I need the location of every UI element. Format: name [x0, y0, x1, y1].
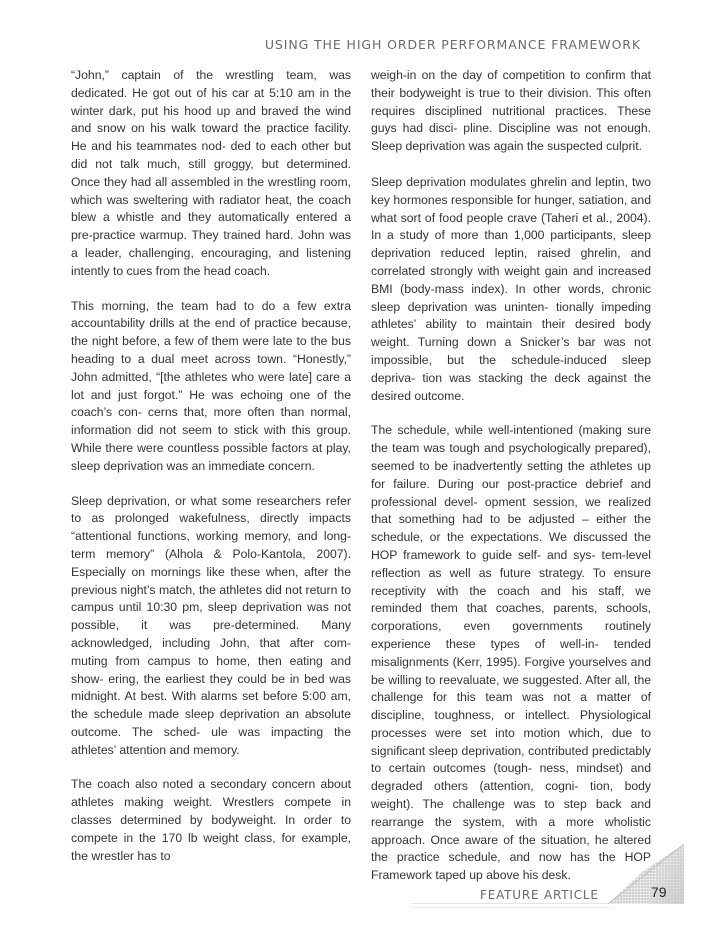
right-column — [371, 67, 651, 902]
paragraph: The coach also noted a secondary concern about athletes making weight. Wrestlers compete in classes determined by bodyweight. In order to compete in the 170 lb weight class, for example, the wrestler has to — [71, 777, 351, 863]
paragraph: The schedule, while well-intentioned (making sure the team was tough and psychologically prepared), seemed to be inadvertently setting the athletes up for failure. During our post-practice debrief and professional devel- opment session, we realized that something had to be adjusted – either the schedule, or the expectations. We discussed the HOP framework to guide self- and sys- tem-level reflection as well as future strategy. To ensure receptivity with the coach and his staff, we reminded them that coaches, parents, schools, corporations, even governments routinely experience these types of well-in- tended misalignments (Kerr, 1995). Forgive yourselves and be willing to reevaluate, we suggested. After all, the challenge for this team was not a matter of discipline, toughness, or intellect. Physiological processes were set into motion which, due to significant sleep deprivation, contributed predictably to certain outcomes (tough- ness, mindset) and degraded others (attention, cogni- tion, body weight). The challenge was to step back and rearrange the system, with a more wholistic approach. Once aware of the situation, he altered the practice schedule, and now has the HOP Framework taped up above his desk. — [371, 423, 651, 883]
footer-rule — [412, 903, 612, 904]
paragraph: “John,” captain of the wrestling team, was dedicated. He got out of his car at 5:10 am in the winter dark, put his hood up and braved the wind and snow on his walk toward the practice facility. He and his teammates nod- ded to each other but did not talk much, still groggy, but determined. Once they had all assembled in the wrestling room, which was sweltering with radiator heat, the coach blew a whistle and they automatically entered a pre-practice warmup. They trained hard. John was a leader, challenging, encouraging, and listening intently to cues from the head coach. — [71, 68, 351, 278]
left-column — [71, 67, 351, 882]
page-number: 79 — [651, 884, 667, 900]
paragraph: Sleep deprivation modulates ghrelin and leptin, two key hormones responsible for hunger, satiation, and what sort of food people crave (Taheri et al., 2004). In a study of more than 1,000 participants, sleep deprivation reduced leptin, raised ghrelin, and correlated strongly with weight gain and increased BMI (body-mass index). In other words, chronic sleep deprivation was uninten- tionally impeding athletes’ ability to maintain their desired body weight. Turning down a Snicker’s bar was not impossible, but the schedule-induced sleep depriva- tion was stacking the deck against the desired outcome. — [371, 174, 651, 403]
running-head-title: USING THE HIGH ORDER PERFORMANCE FRAMEWORK — [264, 37, 641, 52]
page-curl-graphic — [606, 842, 686, 908]
footer-section-label: FEATURE ARTICLE — [480, 888, 599, 902]
paragraph: Sleep deprivation, or what some researchers refer to as prolonged wakefulness, directly impacts “attentional functions, working memory, and long-term memory” (Alhola & Polo-Kantola, 2007). Especially on mornings like these when, after the previous night’s match, the athletes did not return to campus until 10:30 pm, sleep deprivation was not possible, it was pre-determined. Many acknowledged, including John, that after com- muting from campus to home, then eating and show- ering, the earliest they could be in bed was midnight. At best. With alarms set before 5:00 am, the schedule made sleep deprivation an absolute outcome. The sched- ule was impacting the athletes’ attention and memory. — [71, 493, 351, 757]
paragraph: weigh-in on the day of competition to confirm that their bodyweight is true to their division. This often requires disciplined nutritional practices. These guys had disci- pline. Discipline was not enough. Sleep deprivation was again the suspected culprit. — [371, 68, 651, 154]
footer-rule — [412, 907, 612, 908]
paragraph: This morning, the team had to do a few extra accountability drills at the end of practice because, the night before, a few of them were late to the bus heading to a dual meet across town. “Honestly,” John admitted, “[the athletes who were late] care a lot and just forgot.” He was echoing one of the coach’s con- cerns that, more often than normal, information did not seem to stick with this group. While there were countless possible factors at play, sleep deprivation was an immediate concern. — [71, 298, 351, 473]
